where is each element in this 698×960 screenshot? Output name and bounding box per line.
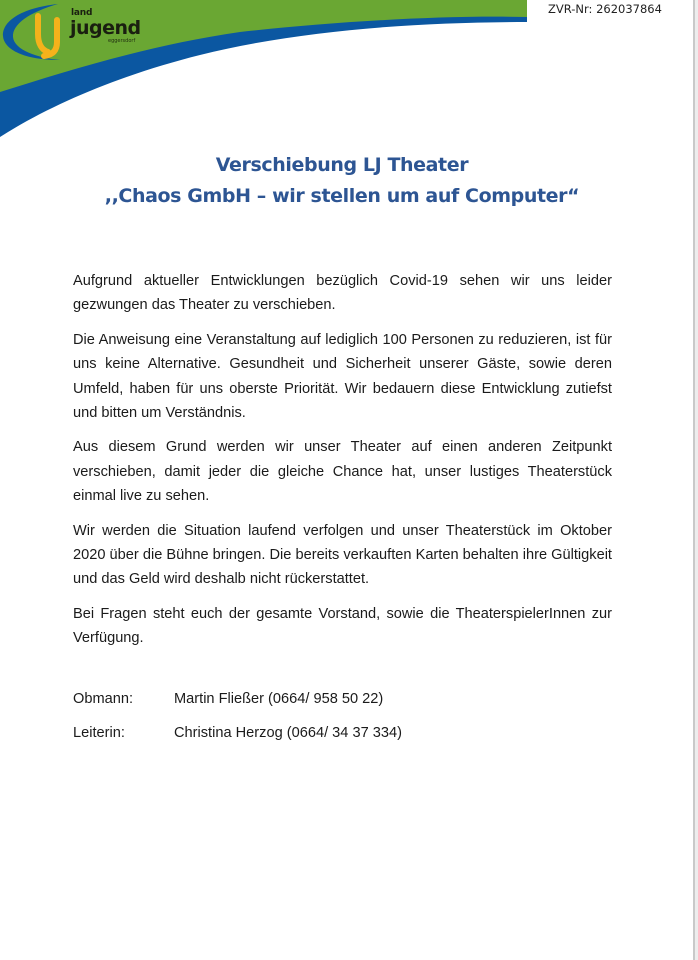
registration-number: ZVR-Nr: 262037864 [548,2,662,16]
header-banner [0,0,530,140]
contact-role: Obmann: [73,690,134,707]
logo-wordmark [70,8,141,44]
paragraph: Aus diesem Grund werden wir unser Theater auf einen anderen Zeitpunkt verschieben, damit jeder die gleiche Chance hat, unser lustiges Theaterstück einmal live zu sehen. [73,439,612,505]
paragraph: Aufgrund aktueller Entwicklungen bezüglich Covid-19 sehen wir uns leider gezwungen das Theater zu verschieben. [73,273,612,314]
contact-row-obmann [73,689,612,709]
paragraph: Wir werden die Situation laufend verfolgen und unser Theaterstück im Oktober 2020 über die Bühne bringen. Die bereits verkauften Karten behalten ihre Gültigkeit und das Geld wird deshalb nicht rückerstattet. [73,522,612,588]
document-body [73,269,612,757]
document-subtitle: ,,Chaos GmbH – wir stellen um auf Computer“ [104,185,580,207]
logo-text-land: land [71,8,93,18]
contact-row-leiterin [73,723,612,743]
paragraph: Bei Fragen steht euch der gesamte Vorstand, sowie die TheaterspielerInnen zur Verfügung. [73,605,612,647]
contact-person: Martin Fließer (0664/ 958 50 22) [174,690,384,707]
paragraph: Die Anweisung eine Veranstaltung auf lediglich 100 Personen zu reduzieren, ist für uns keine Alternative. Gesundheit und Sicherheit unserer Gäste, sowie deren Umfeld, haben für uns oberste Priorität. Wir bedauern diese Entwicklung zutiefst und bitten um Verständnis. [73,331,612,422]
logo-text-jugend: jugend [70,17,141,39]
document-title: Verschiebung LJ Theater [215,154,469,176]
logo-text-place: eggersdorf [108,38,136,44]
contact-person: Christina Herzog (0664/ 34 37 334) [174,724,402,741]
contacts [73,689,612,743]
contact-role: Leiterin: [73,724,125,741]
page-edge [693,0,695,960]
document-heading [0,150,684,212]
